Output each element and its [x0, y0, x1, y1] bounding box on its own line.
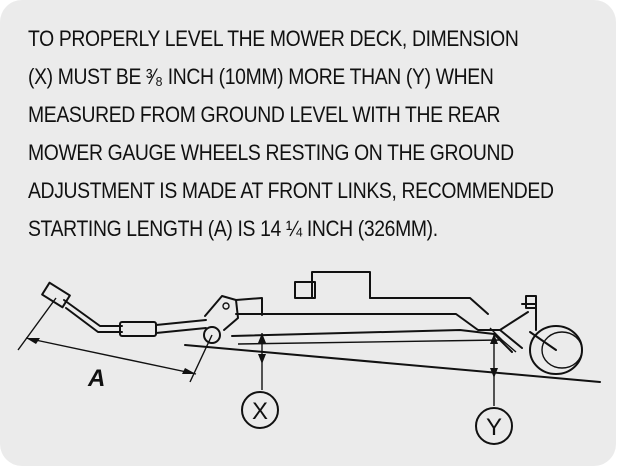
label-y: Y	[485, 414, 503, 441]
instruction-line-5: ADJUSTMENT IS MADE AT FRONT LINKS, RECOMMENDED	[28, 178, 554, 203]
hitch-link	[42, 283, 206, 336]
ground-line	[185, 345, 600, 382]
mower-deck	[232, 272, 522, 352]
dimension-x	[242, 333, 278, 428]
instruction-line-4: MOWER GAUGE WHEELS RESTING ON THE GROUND	[28, 140, 514, 165]
label-a: A	[88, 365, 106, 392]
instruction-line-6: STARTING LENGTH (A) IS 14 ¼ INCH (326MM).	[28, 216, 438, 241]
instruction-line-2: (X) MUST BE ³⁄₈ INCH (10MM) MORE THAN (Y) WHEN	[28, 64, 494, 89]
dimension-y	[476, 334, 512, 444]
rear-gauge-wheel	[500, 296, 582, 374]
instruction-line-3: MEASURED FROM GROUND LEVEL WITH THE REAR	[28, 102, 501, 127]
instruction-text	[28, 24, 608, 252]
instruction-line-1: TO PROPERLY LEVEL THE MOWER DECK, DIMENSION	[28, 26, 519, 51]
mower-deck-diagram	[0, 250, 618, 468]
dimension-a	[18, 298, 212, 392]
label-x: X	[251, 398, 269, 425]
